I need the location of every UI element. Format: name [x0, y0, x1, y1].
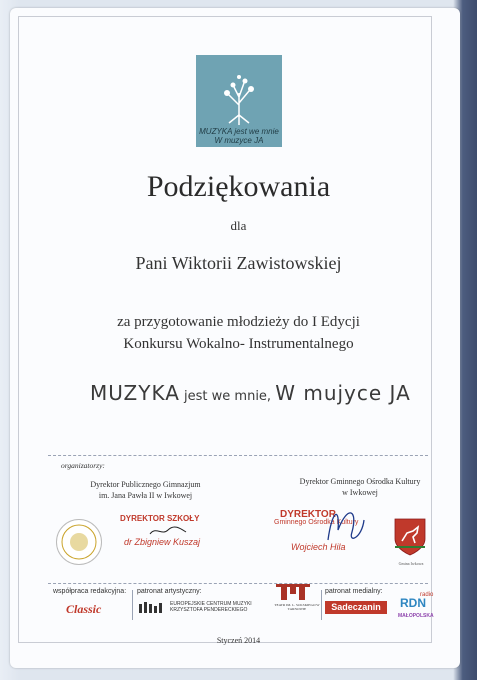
school-seal-icon	[56, 519, 102, 565]
culture-signature-icon	[318, 500, 368, 548]
media-label: patronat medialny:	[325, 588, 383, 595]
footer-divider	[48, 583, 428, 584]
culture-stamp: DYREKTOR	[280, 509, 336, 520]
gmina-crest-icon	[393, 517, 427, 557]
contest-logo	[196, 55, 282, 147]
classic-logo: Classic	[66, 602, 102, 616]
for-word: dla	[230, 218, 247, 233]
footer-separator-1	[132, 590, 133, 620]
recipient-name: Pani Wiktorii Zawistowskiej	[135, 253, 342, 273]
motto-part-1: MUZYKA	[90, 381, 180, 405]
organizers-label: organizatorzy:	[61, 461, 105, 470]
rdn-subtitle: MAŁOPOLSKA	[398, 613, 434, 619]
editorial-label: współpraca redakcyjna:	[53, 588, 127, 595]
crest-caption: Gmina Iwkowa	[398, 561, 424, 566]
culture-signatory: Wojciech Hila	[291, 542, 346, 552]
certificate-title: Podziękowania	[146, 170, 331, 203]
theatre-logo-icon	[276, 584, 310, 600]
culture-director-title	[270, 476, 450, 498]
logo-caption: MUZYKA jest we mnie W muzyce JA	[199, 127, 279, 145]
artistic-label: patronat artystyczny:	[137, 588, 202, 595]
reason-line-2: Konkursu Wokalno- Instrumentalnego	[123, 336, 354, 352]
theatre-name: TEATR IM. L. SOLSKIEGO W TARNOWIE	[274, 603, 320, 611]
motto-part-2: jest we mnie,	[179, 389, 276, 404]
school-stamp: DYREKTOR SZKOŁY	[120, 514, 200, 523]
organizers-divider	[48, 455, 428, 456]
school-director-line-2: im. Jana Pawła II w Iwkowej	[98, 491, 193, 500]
culture-stamp-sub: Gminnego Ośrodka Kultury	[274, 519, 359, 526]
culture-director-line-2: w Iwkowej	[342, 488, 378, 497]
ecm-logo-icon	[138, 600, 168, 614]
ecm-name: EUROPEJSKIE CENTRUM MUZYKI KRZYSZTOFA PENDERECKIEGO	[170, 601, 252, 613]
culture-director-line-1: Dyrektor Gminnego Ośrodka Kultury	[299, 477, 421, 486]
rdn-logo: RDN	[400, 596, 426, 610]
handwritten-motto	[90, 381, 420, 405]
school-director-line-1: Dyrektor Publicznego Gimnazjum	[90, 480, 201, 489]
footer-separator-2	[321, 590, 322, 620]
motto-part-3: W mujyce JA	[275, 381, 411, 405]
school-signatory: dr Zbigniew Kuszaj	[124, 537, 201, 547]
reason-line-1: za przygotowanie młodzieży do I Edycji	[117, 314, 360, 330]
school-director-title	[58, 479, 233, 501]
issue-date: Styczeń 2014	[216, 636, 261, 645]
rdn-radio-word: radio	[420, 592, 434, 598]
sadeczanin-logo: Sadeczanin	[325, 601, 387, 614]
school-signature-icon	[148, 524, 188, 538]
